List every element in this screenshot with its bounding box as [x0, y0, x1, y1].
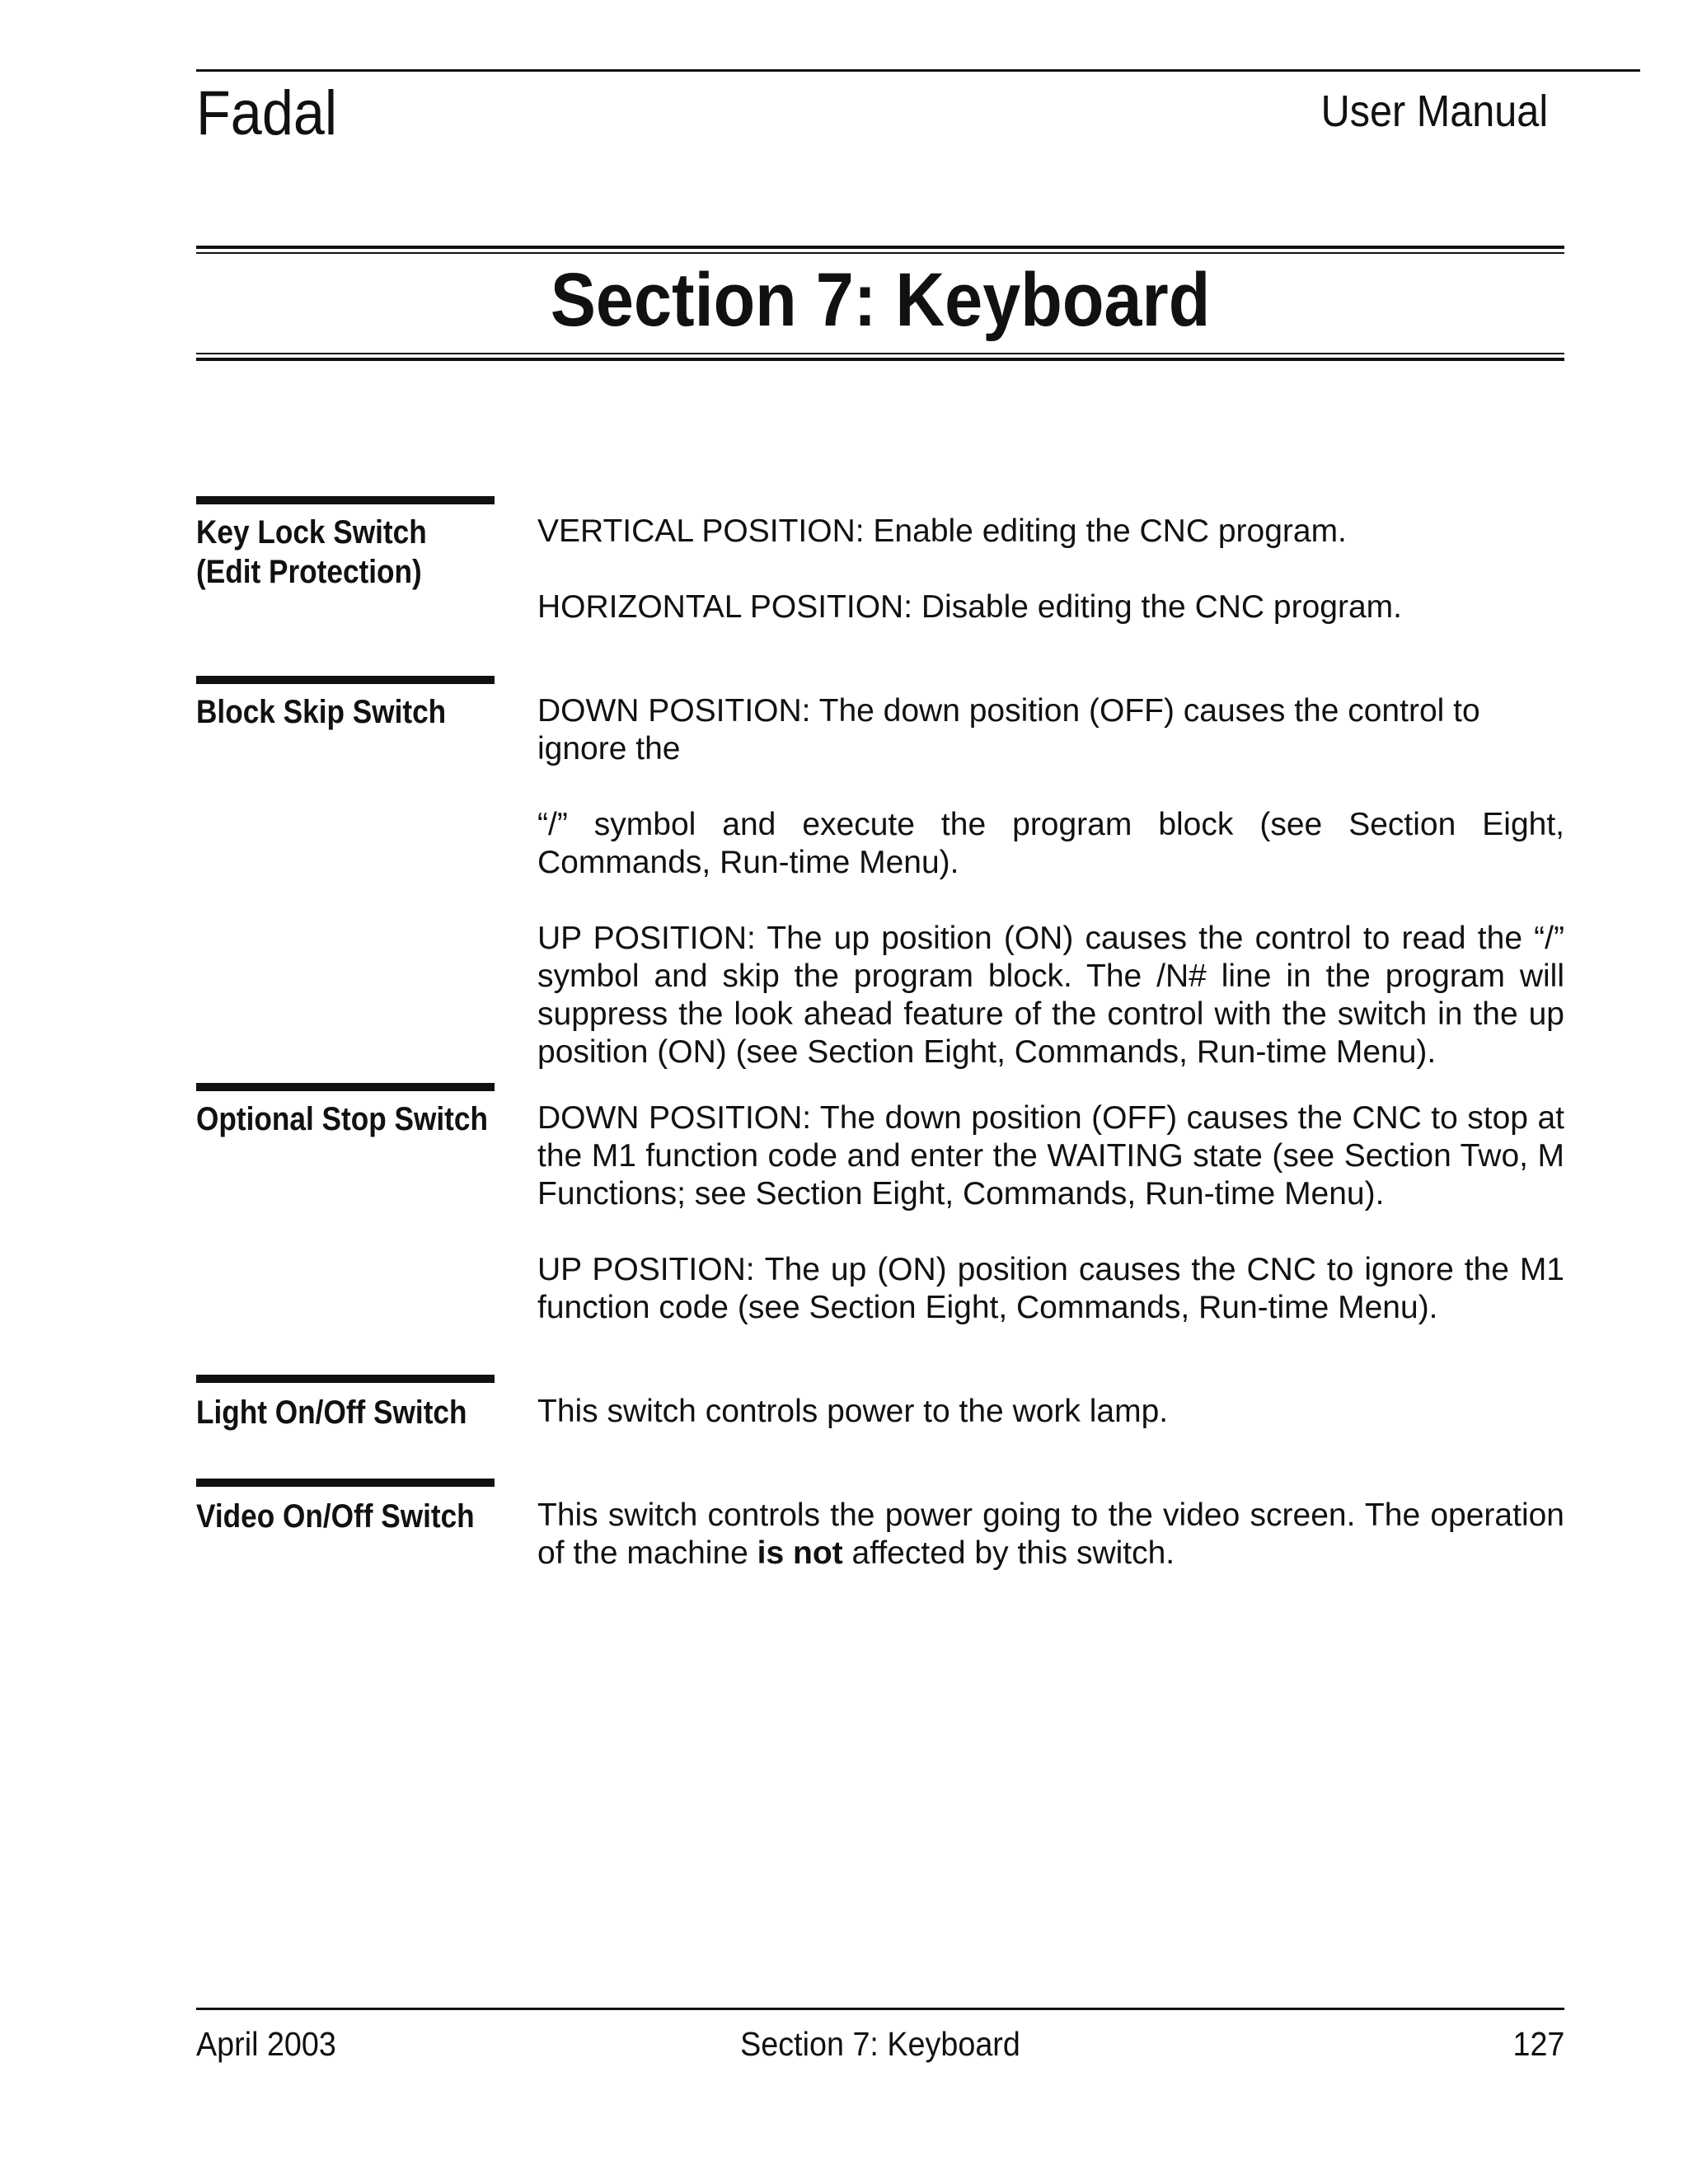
footer-date: April 2003 — [196, 2025, 336, 2063]
body-paragraph: “/” symbol and execute the program block (see Section Eight, Commands, Run-time Menu). — [537, 807, 1564, 880]
body-paragraph: UP POSITION: The up (ON) position causes the CNC to ignore the M1 function code (see Section Eight, Commands, Run-time Menu). — [537, 1252, 1564, 1325]
title-bottom-rule-1 — [196, 353, 1564, 354]
item-body-key-lock — [537, 513, 1564, 626]
body-paragraph: DOWN POSITION: The down position (OFF) causes the control to ignore the — [537, 693, 1480, 766]
item-label-block-skip — [196, 692, 466, 732]
emphasis-text: is not — [757, 1535, 843, 1571]
item-label-line: Key Lock Switch — [196, 514, 427, 551]
item-label-light — [196, 1393, 466, 1432]
footer-section: Section 7: Keyboard — [740, 2025, 1020, 2063]
footer-page-number: 127 — [1512, 2025, 1564, 2063]
item-label-line: (Edit Protection) — [196, 554, 422, 590]
item-divider-bar — [196, 1083, 495, 1091]
body-paragraph: VERTICAL POSITION: Enable editing the CNC program. — [537, 513, 1347, 549]
item-label-line: Light On/Off Switch — [196, 1394, 467, 1431]
item-body-block-skip — [537, 692, 1564, 1071]
item-label-optional-stop — [196, 1099, 488, 1139]
item-label-line: Optional Stop Switch — [196, 1101, 488, 1137]
title-top-rule-1 — [196, 246, 1564, 249]
body-paragraph: HORIZONTAL POSITION: Disable editing the CNC program. — [537, 589, 1402, 625]
item-label-video — [196, 1497, 475, 1536]
footer-rule — [196, 2008, 1564, 2010]
header-rule — [196, 69, 1640, 72]
paragraph-text: This switch controls the power going to the video screen. The operation of the machine — [537, 1497, 1564, 1571]
body-paragraph: UP POSITION: The up position (ON) causes the control to read the “/” symbol and skip the program block. The /N# line in the program will suppress the look ahead feature of the control with the switch in the up position (ON) (see Section Eight, Commands, Run-time Menu). — [537, 921, 1564, 1070]
item-divider-bar — [196, 496, 495, 504]
title-bottom-rule-2 — [196, 358, 1564, 361]
item-label-key-lock — [196, 513, 466, 592]
body-paragraph: This switch controls power to the work lamp. — [537, 1394, 1169, 1429]
item-body-optional-stop — [537, 1099, 1564, 1327]
body-paragraph — [537, 1497, 1564, 1572]
item-body-light — [537, 1393, 1564, 1431]
item-divider-bar — [196, 1479, 495, 1487]
body-paragraph: DOWN POSITION: The down position (OFF) causes the CNC to stop at the M1 function code and enter the WAITING state (see Section Two, M Functions; see Section Eight, Commands, Run-time Menu). — [537, 1100, 1564, 1212]
title-top-rule-2 — [196, 252, 1564, 254]
header-brand: Fadal — [196, 78, 338, 148]
item-body-video — [537, 1497, 1564, 1572]
page-title: Section 7: Keyboard — [550, 258, 1211, 342]
header-document-title: User Manual — [1320, 87, 1548, 136]
item-label-line: Block Skip Switch — [196, 694, 447, 730]
item-divider-bar — [196, 676, 495, 684]
paragraph-text: affected by this switch. — [842, 1535, 1175, 1571]
item-divider-bar — [196, 1375, 495, 1383]
item-label-line: Video On/Off Switch — [196, 1498, 475, 1535]
